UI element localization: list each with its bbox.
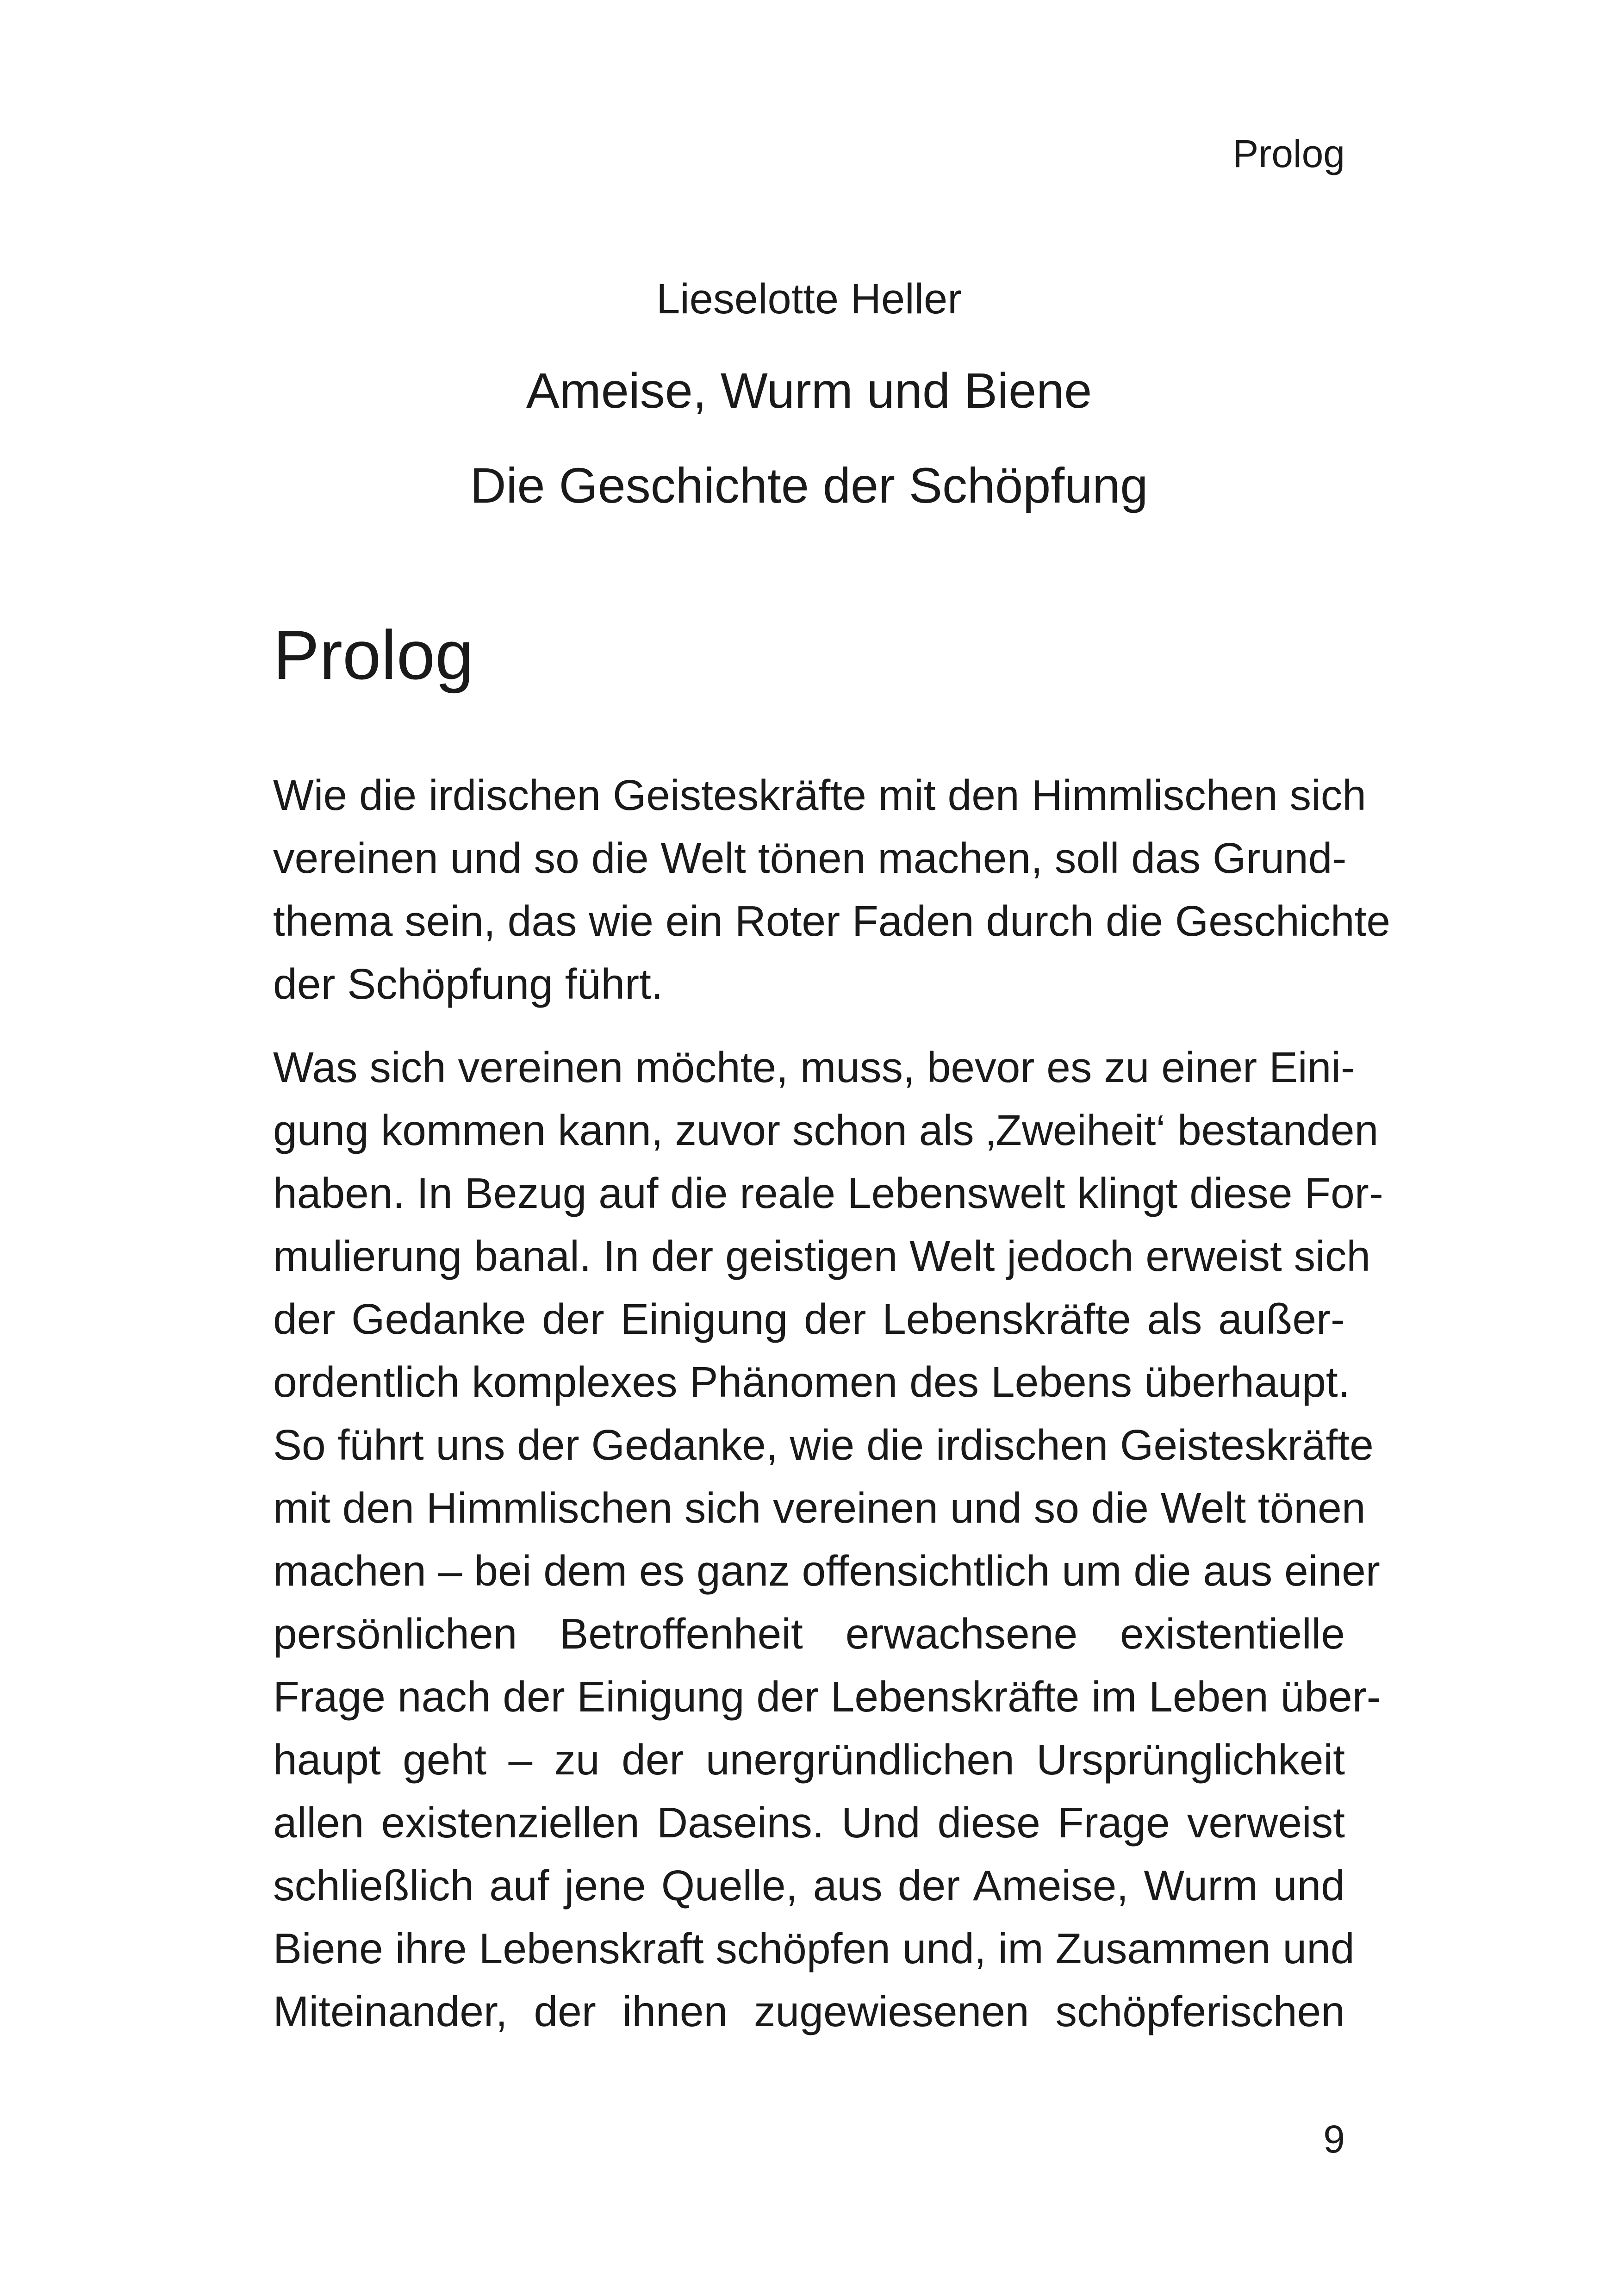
text-line: Wie die irdischen Geisteskräfte mit den Himmlischen sich xyxy=(273,771,1366,819)
text-line: schließlich auf jene Quelle, aus der Ameise, Wurm und xyxy=(273,1861,1345,1910)
paragraph-2 xyxy=(273,1036,1383,2043)
text-line: persönlichen Betroffenheit erwachsene existentielle xyxy=(273,1610,1345,1658)
text-line: thema sein, das wie ein Roter Faden durch die Geschichte xyxy=(273,897,1391,945)
book-subtitle: Die Geschichte der Schöpfung xyxy=(470,457,1148,513)
text-line: ordentlich komplexes Phänomen des Lebens überhaupt. xyxy=(273,1358,1350,1406)
text-line: allen existenziellen Daseins. Und diese Frage verweist xyxy=(273,1798,1345,1847)
running-header: Prolog xyxy=(1232,132,1345,175)
text-line: der Schöpfung führt. xyxy=(273,960,663,1008)
chapter-title: Prolog xyxy=(273,616,474,694)
book-title: Ameise, Wurm und Biene xyxy=(526,362,1092,418)
text-line: Miteinander, der ihnen zugewiesenen schöpferischen xyxy=(273,1987,1345,2035)
text-line: haupt geht – zu der unergründlichen Ursprünglichkeit xyxy=(273,1736,1345,1784)
text-line: mulierung banal. In der geistigen Welt jedoch erweist sich xyxy=(273,1232,1371,1280)
text-line: mit den Himmlischen sich vereinen und so die Welt tönen xyxy=(273,1484,1366,1532)
author-name: Lieselotte Heller xyxy=(656,275,962,323)
text-line: haben. In Bezug auf die reale Lebenswelt klingt diese For- xyxy=(273,1169,1383,1217)
text-line: machen – bei dem es ganz offensichtlich um die aus einer xyxy=(273,1547,1380,1595)
body-text xyxy=(273,764,1391,2063)
text-line: vereinen und so die Welt tönen machen, soll das Grund- xyxy=(273,834,1347,882)
text-line: Biene ihre Lebenskraft schöpfen und, im Zusammen und xyxy=(273,1924,1355,1972)
text-line: So führt uns der Gedanke, wie die irdischen Geisteskräfte xyxy=(273,1421,1374,1469)
paragraph-1 xyxy=(273,764,1391,1015)
text-line: der Gedanke der Einigung der Lebenskräfte als außer- xyxy=(273,1295,1345,1343)
text-line: Frage nach der Einigung der Lebenskräfte im Leben über- xyxy=(273,1673,1381,1721)
text-line: gung kommen kann, zuvor schon als ‚Zweiheit‘ bestanden xyxy=(273,1106,1379,1154)
text-line: Was sich vereinen möchte, muss, bevor es zu einer Eini- xyxy=(273,1043,1355,1091)
page-number: 9 xyxy=(1323,2117,1345,2161)
